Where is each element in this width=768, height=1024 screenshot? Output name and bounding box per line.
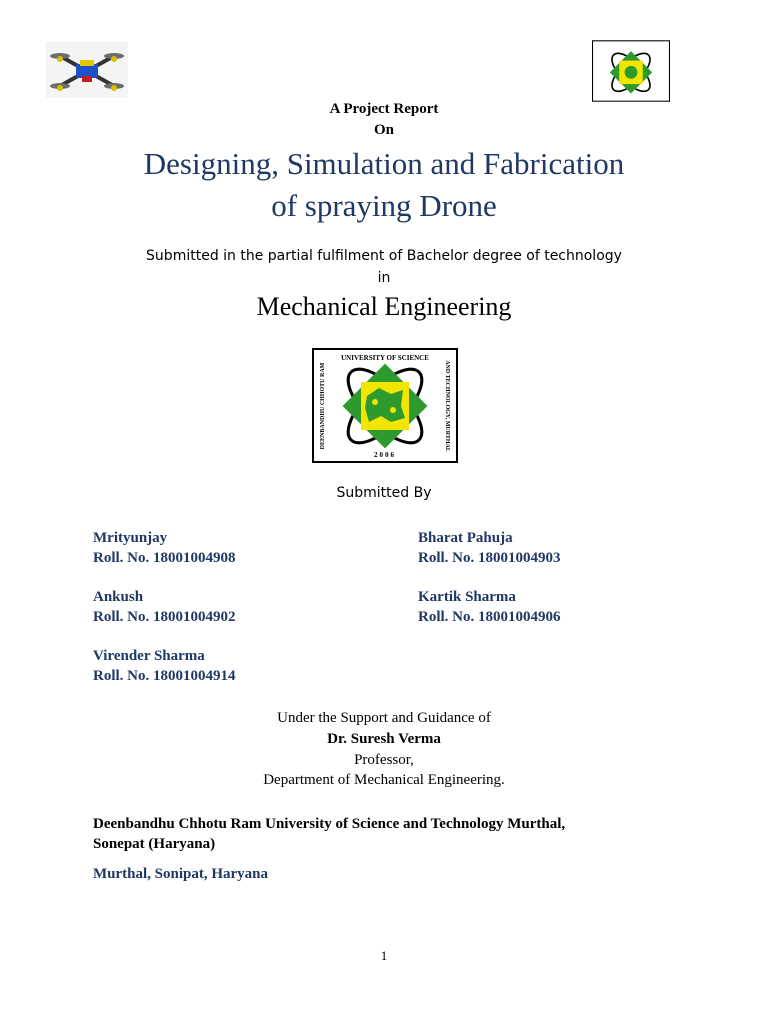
seal-right-text: AND TECHNOLOGY, MURTHAL: [444, 360, 450, 452]
university-seal: [312, 348, 458, 463]
student-roll: Roll. No. 18001004906: [418, 609, 561, 625]
guide-department: Department of Mechanical Engineering.: [263, 772, 505, 788]
in-text: in: [377, 270, 391, 286]
seal-year: 2006: [374, 451, 396, 459]
university-seal-small: [592, 40, 670, 102]
student-name: Virender Sharma: [93, 648, 205, 664]
project-title-line1: Designing, Simulation and Fabrication: [143, 146, 625, 181]
guide-name: Dr. Suresh Verma: [327, 731, 441, 747]
student-name: Ankush: [93, 589, 144, 605]
on-label: On: [373, 122, 394, 138]
report-label: A Project Report: [329, 101, 439, 117]
drone-illustration: [46, 42, 128, 98]
student-roll: Roll. No. 18001004903: [418, 550, 561, 566]
submission-text: Submitted in the partial fulfilment of Bachelor degree of technology: [146, 248, 622, 264]
student-name: Mrityunjay: [93, 530, 168, 546]
branch-title: Mechanical Engineering: [256, 292, 512, 321]
student-name: Bharat Pahuja: [418, 530, 513, 546]
page-number: 1: [380, 948, 388, 963]
guidance-line: Under the Support and Guidance of: [277, 710, 491, 726]
student-roll: Roll. No. 18001004914: [93, 668, 236, 684]
university-city: Sonepat (Haryana): [93, 836, 216, 852]
seal-left-text: DEENBANDHU CHHOTU RAM: [320, 362, 326, 450]
student-name: Kartik Sharma: [418, 589, 516, 605]
university-location: Murthal, Sonipat, Haryana: [93, 866, 269, 882]
guide-designation: Professor,: [354, 752, 414, 768]
seal-top-text: UNIVERSITY OF SCIENCE: [341, 354, 429, 362]
project-title-line2: of spraying Drone: [271, 188, 497, 223]
submitted-by-label: Submitted By: [336, 485, 432, 501]
student-roll: Roll. No. 18001004902: [93, 609, 236, 625]
university-name: Deenbandhu Chhotu Ram University of Science and Technology Murthal,: [93, 816, 566, 832]
student-roll: Roll. No. 18001004908: [93, 550, 236, 566]
